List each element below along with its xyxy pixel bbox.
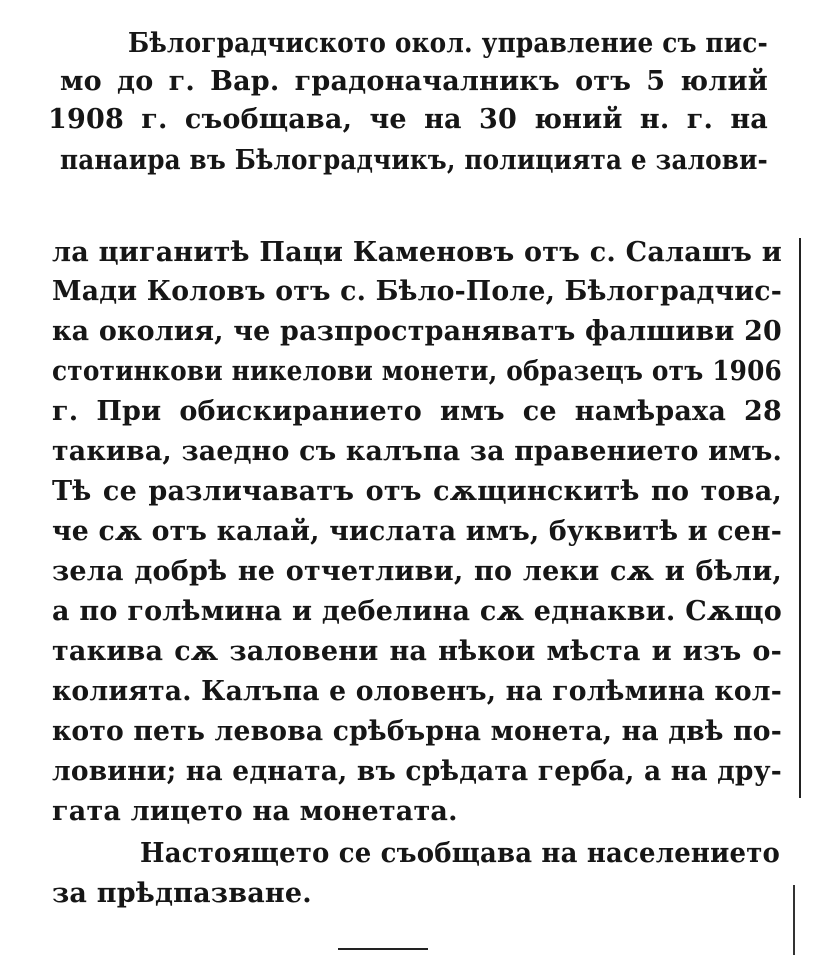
text-line: ла циганитѣ Паци Каменовъ отъ с. Салашъ и <box>52 237 782 268</box>
column-rule <box>793 885 795 955</box>
text-line: мо до г. Вар. градоначалникъ отъ 5 юлий <box>60 66 769 97</box>
text-line: г. При обискиранието имъ се намѣраха 28 <box>52 396 783 427</box>
text-line: такива сѫ заловени на нѣкои мѣста и изъ о- <box>52 636 783 667</box>
text-line: такива, заедно съ калъпа за правението имъ. <box>52 436 783 467</box>
text-line: стотинкови никелови монети, образецъ отъ 1906 <box>52 356 782 387</box>
text-line: кото петь левова срѣбърна монета, на двѣ по- <box>52 716 782 747</box>
text-line: ка околия, че разпространяватъ фалшиви 20 <box>52 316 782 347</box>
text-line: панаира въ Бѣлоградчикъ, полицията е залови- <box>60 145 768 176</box>
text-line: гата лицето на монетата. <box>52 796 458 827</box>
text-line: Настоящето се съобщава на населението <box>140 838 780 869</box>
text-line: Тѣ се различаватъ отъ сѫщинскитѣ по това, <box>52 476 783 507</box>
text-line: за прѣдпазване. <box>52 878 312 909</box>
text-line: а по голѣмина и дебелина сѫ еднакви. Сѫщо <box>52 596 782 627</box>
text-line: ловини; на едната, въ срѣдата герба, а на дру- <box>52 756 782 787</box>
column-rule <box>799 238 801 798</box>
text-line: 1908 г. съобщава, че на 30 юний н. г. на <box>48 104 768 135</box>
text-line: Бѣлоградчиското окол. управление съ пис- <box>128 28 768 59</box>
text-line: зела добрѣ не отчетливи, по леки сѫ и бѣли, <box>52 556 782 587</box>
text-line: колията. Калъпа е оловенъ, на голѣмина кол- <box>52 676 782 707</box>
text-line: Мади Коловъ отъ с. Бѣло-Поле, Бѣлоградчис- <box>52 276 783 307</box>
article-separator <box>338 948 428 950</box>
text-line: че сѫ отъ калай, числата имъ, буквитѣ и сен- <box>52 516 783 547</box>
